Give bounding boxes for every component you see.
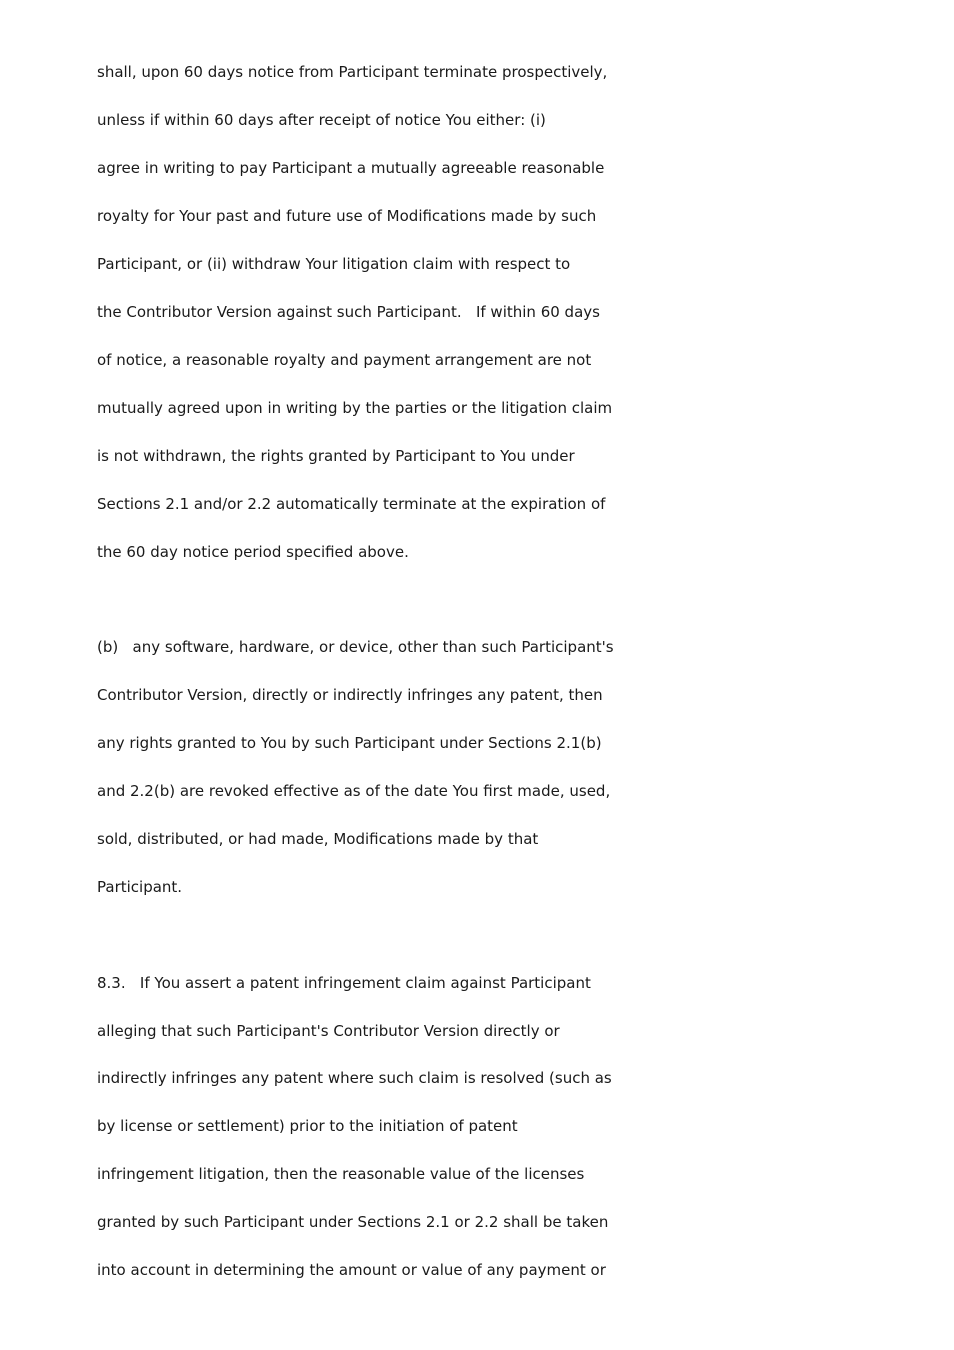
text-line: alleging that such Participant's Contributor Version directly or: [97, 1022, 560, 1040]
text-line: and 2.2(b) are revoked effective as of the date You first made, used,: [97, 782, 611, 800]
text-line: Contributor Version, directly or indirectly infringes any patent, then: [97, 686, 603, 704]
text-line: Sections 2.1 and/or 2.2 automatically terminate at the expiration of: [97, 495, 606, 513]
text-line: (b) any software, hardware, or device, other than such Participant's: [97, 638, 614, 656]
text-line: by license or settlement) prior to the initiation of patent: [97, 1117, 518, 1135]
text-line: the 60 day notice period specified above.: [97, 543, 409, 561]
text-line: of notice, a reasonable royalty and payment arrangement are not: [97, 351, 592, 369]
text-line: agree in writing to pay Participant a mutually agreeable reasonable: [97, 159, 605, 177]
text-line: mutually agreed upon in writing by the parties or the litigation claim: [97, 399, 613, 417]
text-line: shall, upon 60 days notice from Participant terminate prospectively,: [97, 63, 608, 81]
text-line: 8.3. If You assert a patent infringement claim against Participant: [97, 974, 591, 992]
text-line: unless if within 60 days after receipt of notice You either: (i): [97, 111, 546, 129]
text-line: royalty for Your past and future use of Modifications made by such: [97, 207, 597, 225]
text-line: granted by such Participant under Sections 2.1 or 2.2 shall be taken: [97, 1213, 609, 1231]
text-line: the Contributor Version against such Participant. If within 60 days: [97, 303, 600, 321]
text-line: any rights granted to You by such Participant under Sections 2.1(b): [97, 734, 602, 752]
text-line: Participant, or (ii) withdraw Your litigation claim with respect to: [97, 255, 571, 273]
text-line: Participant.: [97, 878, 183, 896]
text-line: indirectly infringes any patent where such claim is resolved (such as: [97, 1069, 612, 1087]
text-line: infringement litigation, then the reasonable value of the licenses: [97, 1165, 585, 1183]
text-line: sold, distributed, or had made, Modifications made by that: [97, 830, 539, 848]
text-line: into account in determining the amount or value of any payment or: [97, 1261, 606, 1279]
text-line: is not withdrawn, the rights granted by Participant to You under: [97, 447, 575, 465]
